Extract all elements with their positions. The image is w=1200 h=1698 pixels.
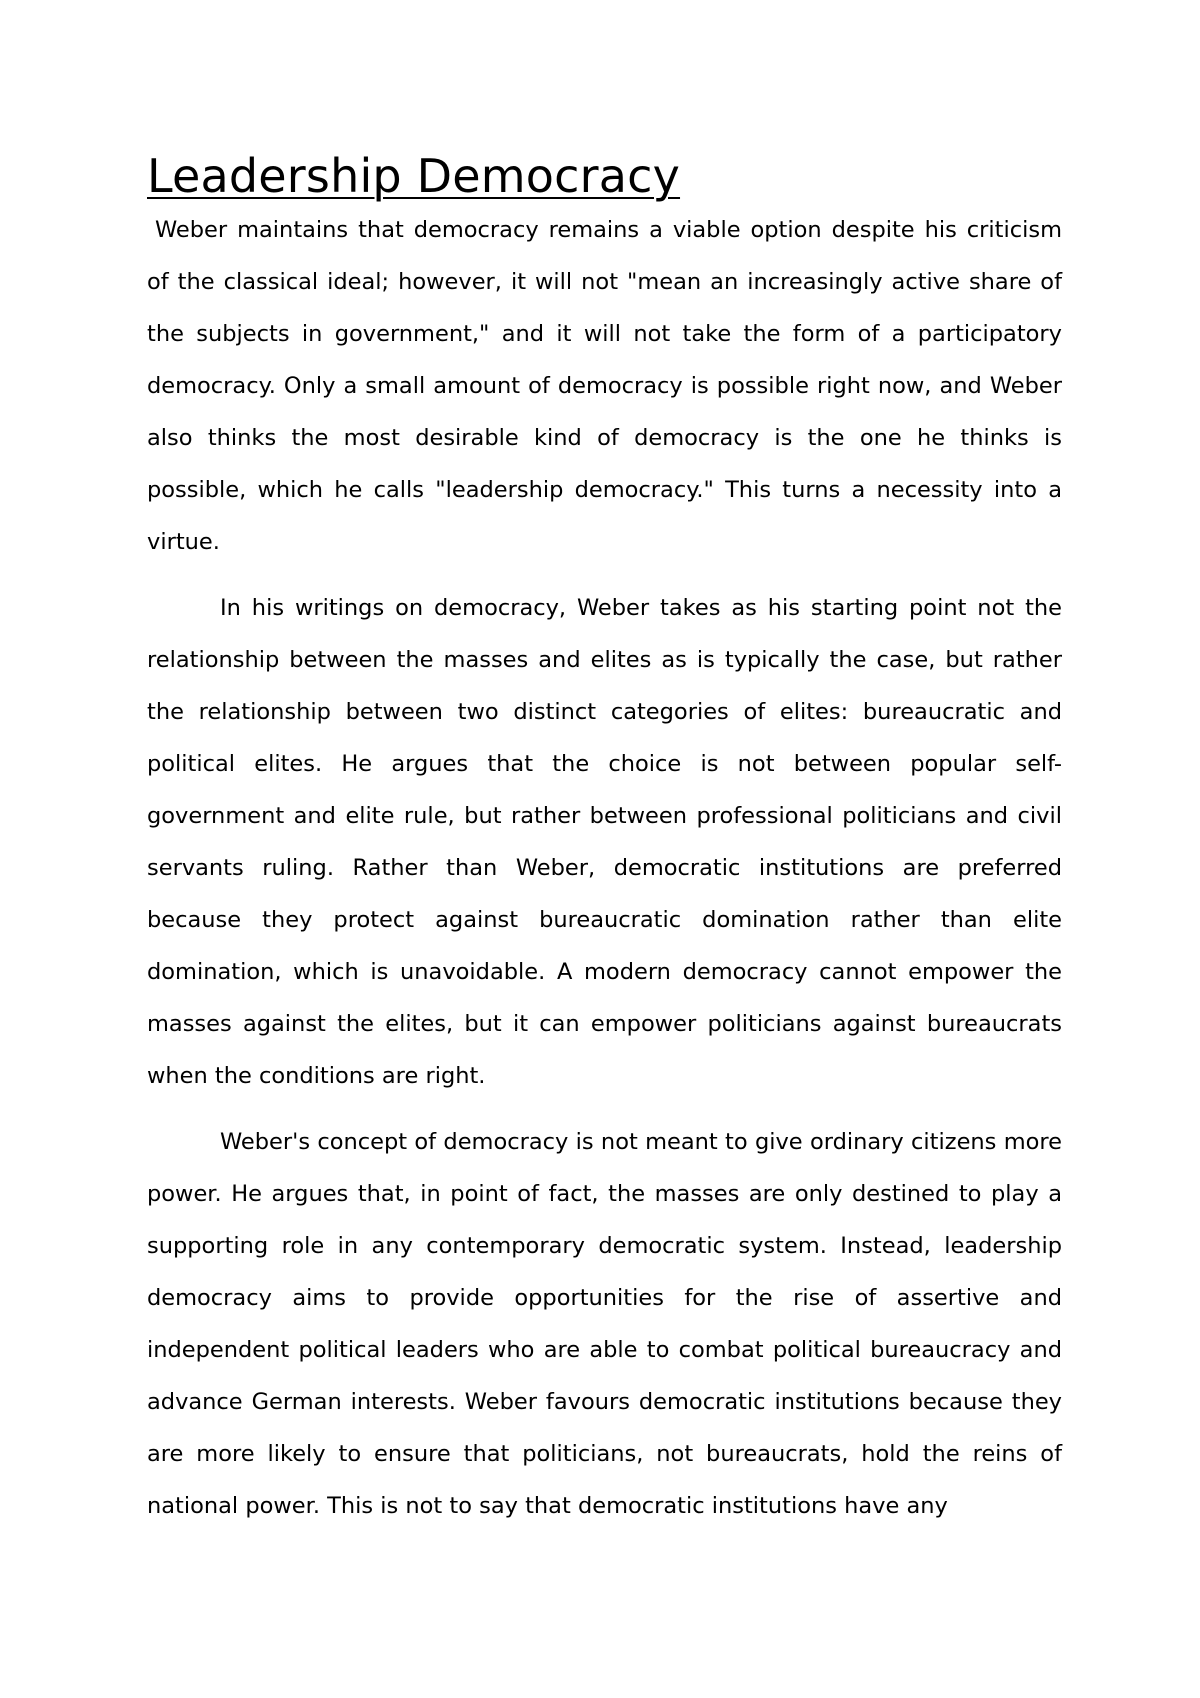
document-body	[147, 148, 1062, 1532]
paragraph-1: Weber maintains that democracy remains a viable option despite his criticism of the classical ideal; however, it will not "mean an increasingly active share of the subjects in government," and it will not take the form of a participatory democracy. Only a small amount of democracy is possible right now, and Weber also thinks the most desirable kind of democracy is the one he thinks is possible, which he calls "leadership democracy." This turns a necessity into a virtue.	[147, 217, 1062, 555]
paragraph-2: In his writings on democracy, Weber takes as his starting point not the relationship between the masses and elites as is typically the case, but rather the relationship between two distinct categories of elites: bureaucratic and political elites. He argues that the choice is not between popular self-government and elite rule, but rather between professional politicians and civil servants ruling. Rather than Weber, democratic institutions are preferred because they protect against bureaucratic domination rather than elite domination, which is unavoidable. A modern democracy cannot empower the masses against the elites, but it can empower politicians against bureaucrats when the conditions are right.	[147, 595, 1062, 1089]
document-title: Leadership Democracy	[147, 149, 681, 203]
paragraph-3: Weber's concept of democracy is not meant to give ordinary citizens more power. He argues that, in point of fact, the masses are only destined to play a supporting role in any contemporary democratic system. Instead, leadership democracy aims to provide opportunities for the rise of assertive and independent political leaders who are able to combat political bureaucracy and advance German interests. Weber favours democratic institutions because they are more likely to ensure that politicians, not bureaucrats, hold the reins of national power. This is not to say that democratic institutions have any	[147, 1129, 1062, 1519]
